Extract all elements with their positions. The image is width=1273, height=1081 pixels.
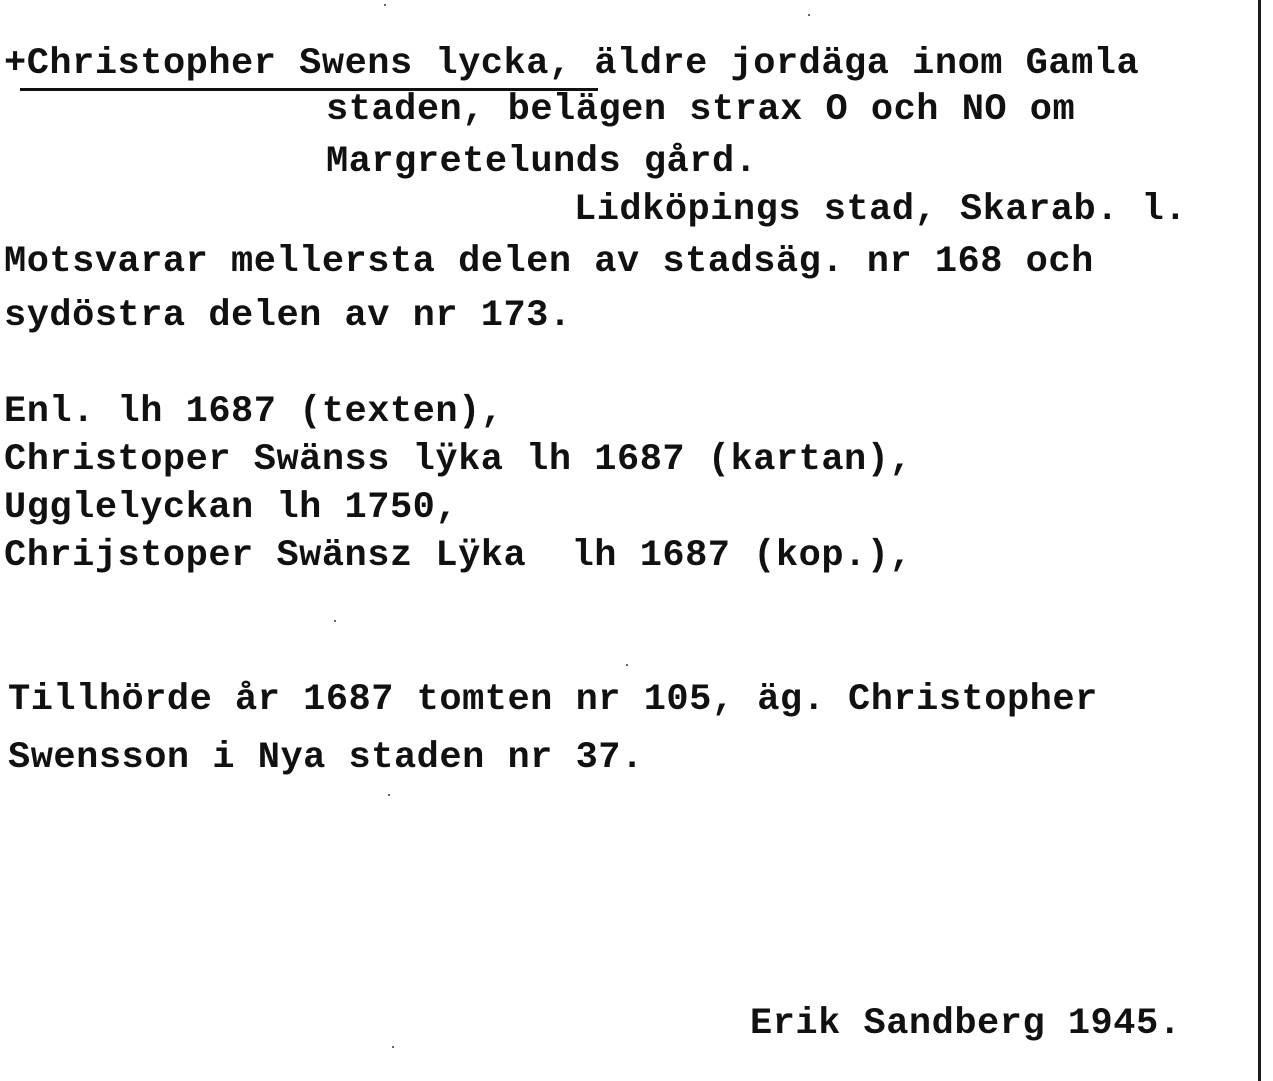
scan-speck <box>388 794 390 796</box>
card-edge-line <box>1258 0 1261 1081</box>
signature: Erik Sandberg 1945. <box>750 1003 1182 1045</box>
heading-line-1 <box>4 44 1139 84</box>
source-line-3: Ugglelyckan lh 1750, <box>4 487 459 529</box>
scan-speck <box>392 1046 394 1048</box>
source-line-1: Enl. lh 1687 (texten), <box>4 391 504 433</box>
source-line-2: Christoper Swänss lÿka lh 1687 (kartan), <box>4 439 913 481</box>
ownership-line-1: Tillhörde år 1687 tomten nr 105, äg. Christopher <box>8 679 1098 721</box>
ownership-line-2: Swensson i Nya staden nr 37. <box>8 737 644 779</box>
heading-line-3: Margretelunds gård. <box>326 141 758 183</box>
heading-rest: , äldre jordäga inom Gamla <box>548 43 1140 85</box>
correspondence-line-2: sydöstra delen av nr 173. <box>4 295 572 337</box>
source-line-4: Chrijstoper Swänsz Lÿka lh 1687 (kop.), <box>4 535 913 577</box>
correspondence-line-1: Motsvarar mellersta delen av stadsäg. nr 168 och <box>4 241 1094 283</box>
heading-line-2: staden, belägen strax O och NO om <box>326 89 1076 131</box>
scan-speck <box>334 620 336 622</box>
scan-speck <box>626 664 628 666</box>
scan-speck <box>384 4 386 6</box>
heading-name: Christopher Swens lycka <box>26 43 549 85</box>
location-line: Lidköpings stad, Skarab. l. <box>574 189 1187 231</box>
scan-speck <box>808 14 810 16</box>
heading-marker: + <box>4 43 27 85</box>
